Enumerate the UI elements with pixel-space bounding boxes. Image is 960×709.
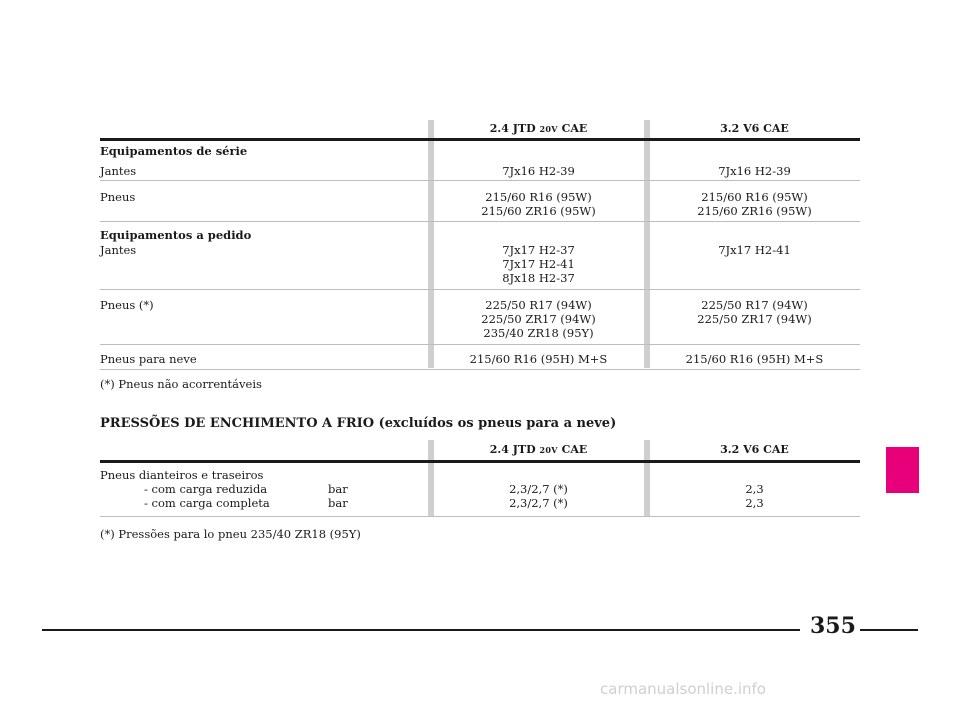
serie-pneus-jtd-2: 215/60 ZR16 (95W) xyxy=(481,204,596,218)
column-divider-2 xyxy=(644,120,650,368)
serie-jantes-v6: 7Jx16 H2-39 xyxy=(718,164,791,178)
row-divider xyxy=(100,344,860,345)
column-divider-1 xyxy=(428,440,434,517)
section-tab xyxy=(886,447,919,493)
row-divider xyxy=(100,180,860,181)
reduced-v6: 2,3 xyxy=(745,482,764,496)
footer-rule-left xyxy=(42,629,800,631)
section-pedido: Equipamentos a pedido xyxy=(100,228,252,242)
header-rule xyxy=(100,138,860,141)
row-divider xyxy=(100,221,860,222)
label-jantes-pedido: Jantes xyxy=(100,243,137,257)
row-divider xyxy=(100,369,860,370)
pedido-pneus-v6-1: 225/50 R17 (94W) xyxy=(701,298,808,312)
watermark: carmanualsonline.info xyxy=(600,680,766,698)
header-jtd-2: 2.4 JTD 20V CAE xyxy=(489,443,588,456)
unit-bar-2: bar xyxy=(328,496,348,510)
pedido-pneus-jtd-2: 225/50 ZR17 (94W) xyxy=(481,312,596,326)
serie-pneus-jtd-1: 215/60 R16 (95W) xyxy=(485,190,592,204)
label-neve: Pneus para neve xyxy=(100,352,197,366)
pedido-pneus-jtd-1: 225/50 R17 (94W) xyxy=(485,298,592,312)
reduced-jtd: 2,3/2,7 (*) xyxy=(509,482,568,496)
section-serie: Equipamentos de série xyxy=(100,144,248,158)
column-divider-1 xyxy=(428,120,434,368)
header-v6: 3.2 V6 CAE xyxy=(720,122,789,135)
pedido-jantes-v6: 7Jx17 H2-41 xyxy=(718,243,791,257)
label-jantes: Jantes xyxy=(100,164,137,178)
row-divider xyxy=(100,289,860,290)
label-carga-completa: - com carga completa xyxy=(144,496,270,510)
serie-pneus-v6-2: 215/60 ZR16 (95W) xyxy=(697,204,812,218)
full-jtd: 2,3/2,7 (*) xyxy=(509,496,568,510)
footnote-1: (*) Pneus não acorrentáveis xyxy=(100,377,262,391)
label-pneus-dianteiros: Pneus dianteiros e traseiros xyxy=(100,468,264,482)
footer-rule-right xyxy=(860,629,918,631)
pedido-jantes-jtd-3: 8Jx18 H2-37 xyxy=(502,271,575,285)
serie-jantes-jtd: 7Jx16 H2-39 xyxy=(502,164,575,178)
header-jtd: 2.4 JTD 20V CAE xyxy=(489,122,588,135)
serie-pneus-v6-1: 215/60 R16 (95W) xyxy=(701,190,808,204)
pedido-jantes-jtd-2: 7Jx17 H2-41 xyxy=(502,257,575,271)
neve-jtd: 215/60 R16 (95H) M+S xyxy=(469,352,608,366)
row-divider xyxy=(100,516,860,517)
neve-v6: 215/60 R16 (95H) M+S xyxy=(685,352,824,366)
header-rule-2 xyxy=(100,460,860,463)
full-v6: 2,3 xyxy=(745,496,764,510)
column-divider-2 xyxy=(644,440,650,517)
header-v6-2: 3.2 V6 CAE xyxy=(720,443,789,456)
pedido-jantes-jtd-1: 7Jx17 H2-37 xyxy=(502,243,575,257)
label-pneus-star: Pneus (*) xyxy=(100,298,154,312)
pedido-pneus-jtd-3: 235/40 ZR18 (95Y) xyxy=(483,326,594,340)
pressure-title: PRESSÕES DE ENCHIMENTO A FRIO (excluídos os pneus para a neve) xyxy=(100,416,617,431)
page-number: 355 xyxy=(810,613,856,639)
unit-bar-1: bar xyxy=(328,482,348,496)
label-carga-reduzida: - com carga reduzida xyxy=(144,482,268,496)
footnote-2: (*) Pressões para lo pneu 235/40 ZR18 (95Y) xyxy=(100,527,361,541)
label-pneus: Pneus xyxy=(100,190,136,204)
pedido-pneus-v6-2: 225/50 ZR17 (94W) xyxy=(697,312,812,326)
